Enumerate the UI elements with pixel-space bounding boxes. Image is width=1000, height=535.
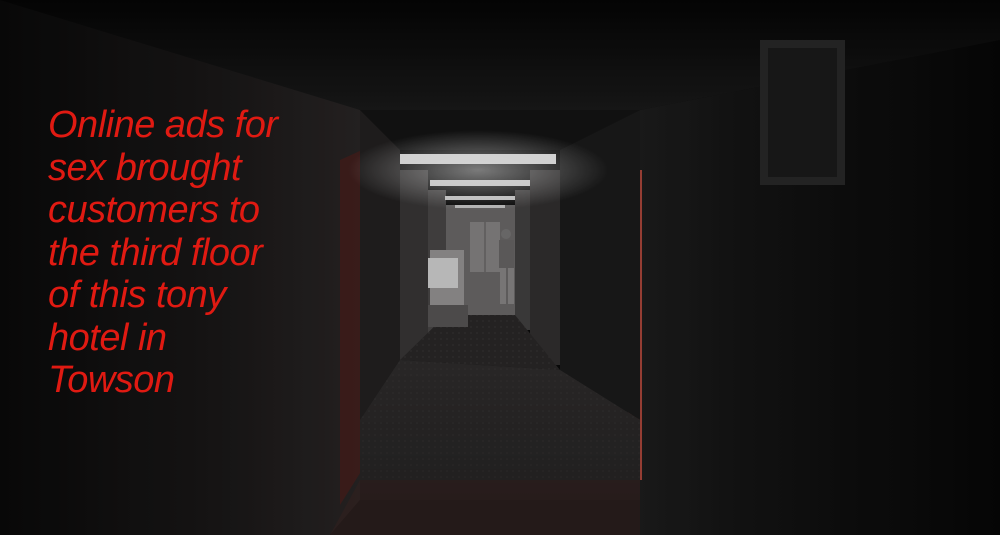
caption-line: Towson [48, 359, 175, 401]
caption-line: of this tony [48, 274, 226, 316]
caption-line: customers to [48, 189, 260, 231]
caption-line: Online ads for [48, 104, 278, 146]
caption-line: the third floor [48, 231, 263, 274]
caption-line: sex brought [48, 146, 242, 189]
caption-line: hotel in [48, 316, 167, 359]
photo-caption [48, 104, 338, 402]
